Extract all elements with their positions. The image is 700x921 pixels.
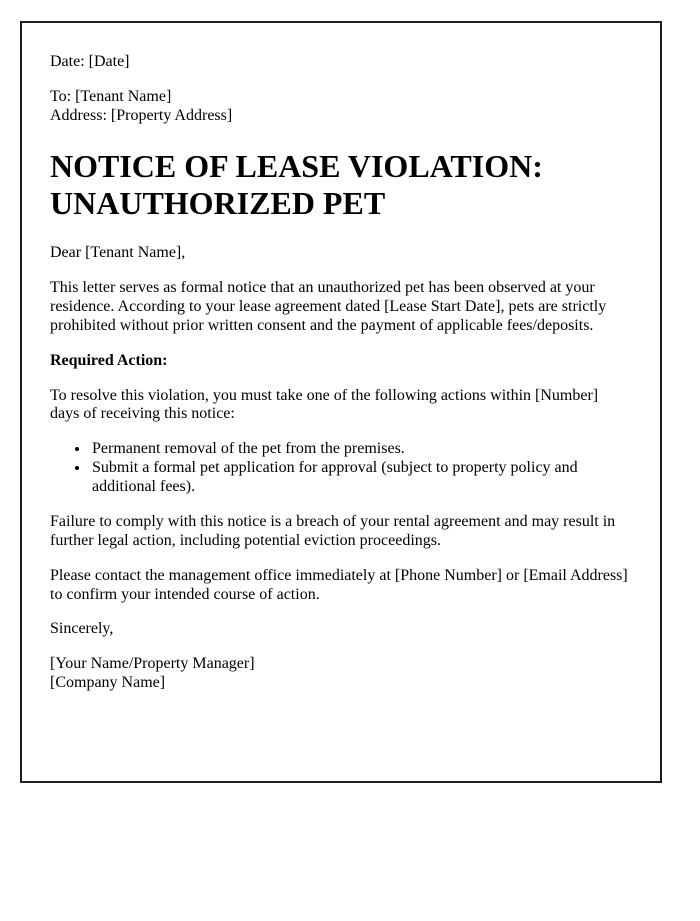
address-line: Address: [Property Address] — [50, 106, 233, 124]
page-background — [0, 21, 700, 921]
action-intro-paragraph: To resolve this violation, you must take one of the following actions within [Number] days of receiving this notice: — [50, 386, 599, 423]
signature-block — [50, 655, 630, 693]
salutation: Dear [Tenant Name], — [50, 244, 186, 262]
required-action-label: Required Action: — [50, 351, 168, 369]
intro-paragraph: This letter serves as formal notice that an unauthorized pet has been observed at your residence. According to your lease agreement dated [Lease Start Date], pets are strictly prohibited without prior written consent and the payment of applicable fees/deposits. — [50, 279, 607, 334]
signature-name: [Your Name/Property Manager] — [50, 655, 255, 673]
to-line: To: [Tenant Name] — [50, 87, 172, 105]
required-action-heading — [50, 352, 630, 371]
consequence-paragraph: Failure to comply with this notice is a breach of your rental agreement and may result in further legal action, including potential eviction proceedings. — [50, 512, 616, 549]
closing-line: Sincerely, — [50, 620, 114, 638]
signature-company: [Company Name] — [50, 674, 166, 692]
action-list — [50, 440, 630, 497]
action-item-remove-pet: • Permanent removal of the pet from the premises. — [90, 440, 630, 459]
recipient-block — [50, 88, 630, 126]
action-item-pet-application: • Submit a formal pet application for approval (subject to property policy and additional fees). — [90, 459, 630, 497]
date-line: Date: [Date] — [50, 53, 130, 70]
letter-title: NOTICE OF LEASE VIOLATION: UNAUTHORIZED PET — [50, 147, 543, 222]
letter-document — [20, 21, 662, 783]
contact-paragraph: Please contact the management office immediately at [Phone Number] or [Email Address] to confirm your intended course of action. — [50, 566, 628, 603]
